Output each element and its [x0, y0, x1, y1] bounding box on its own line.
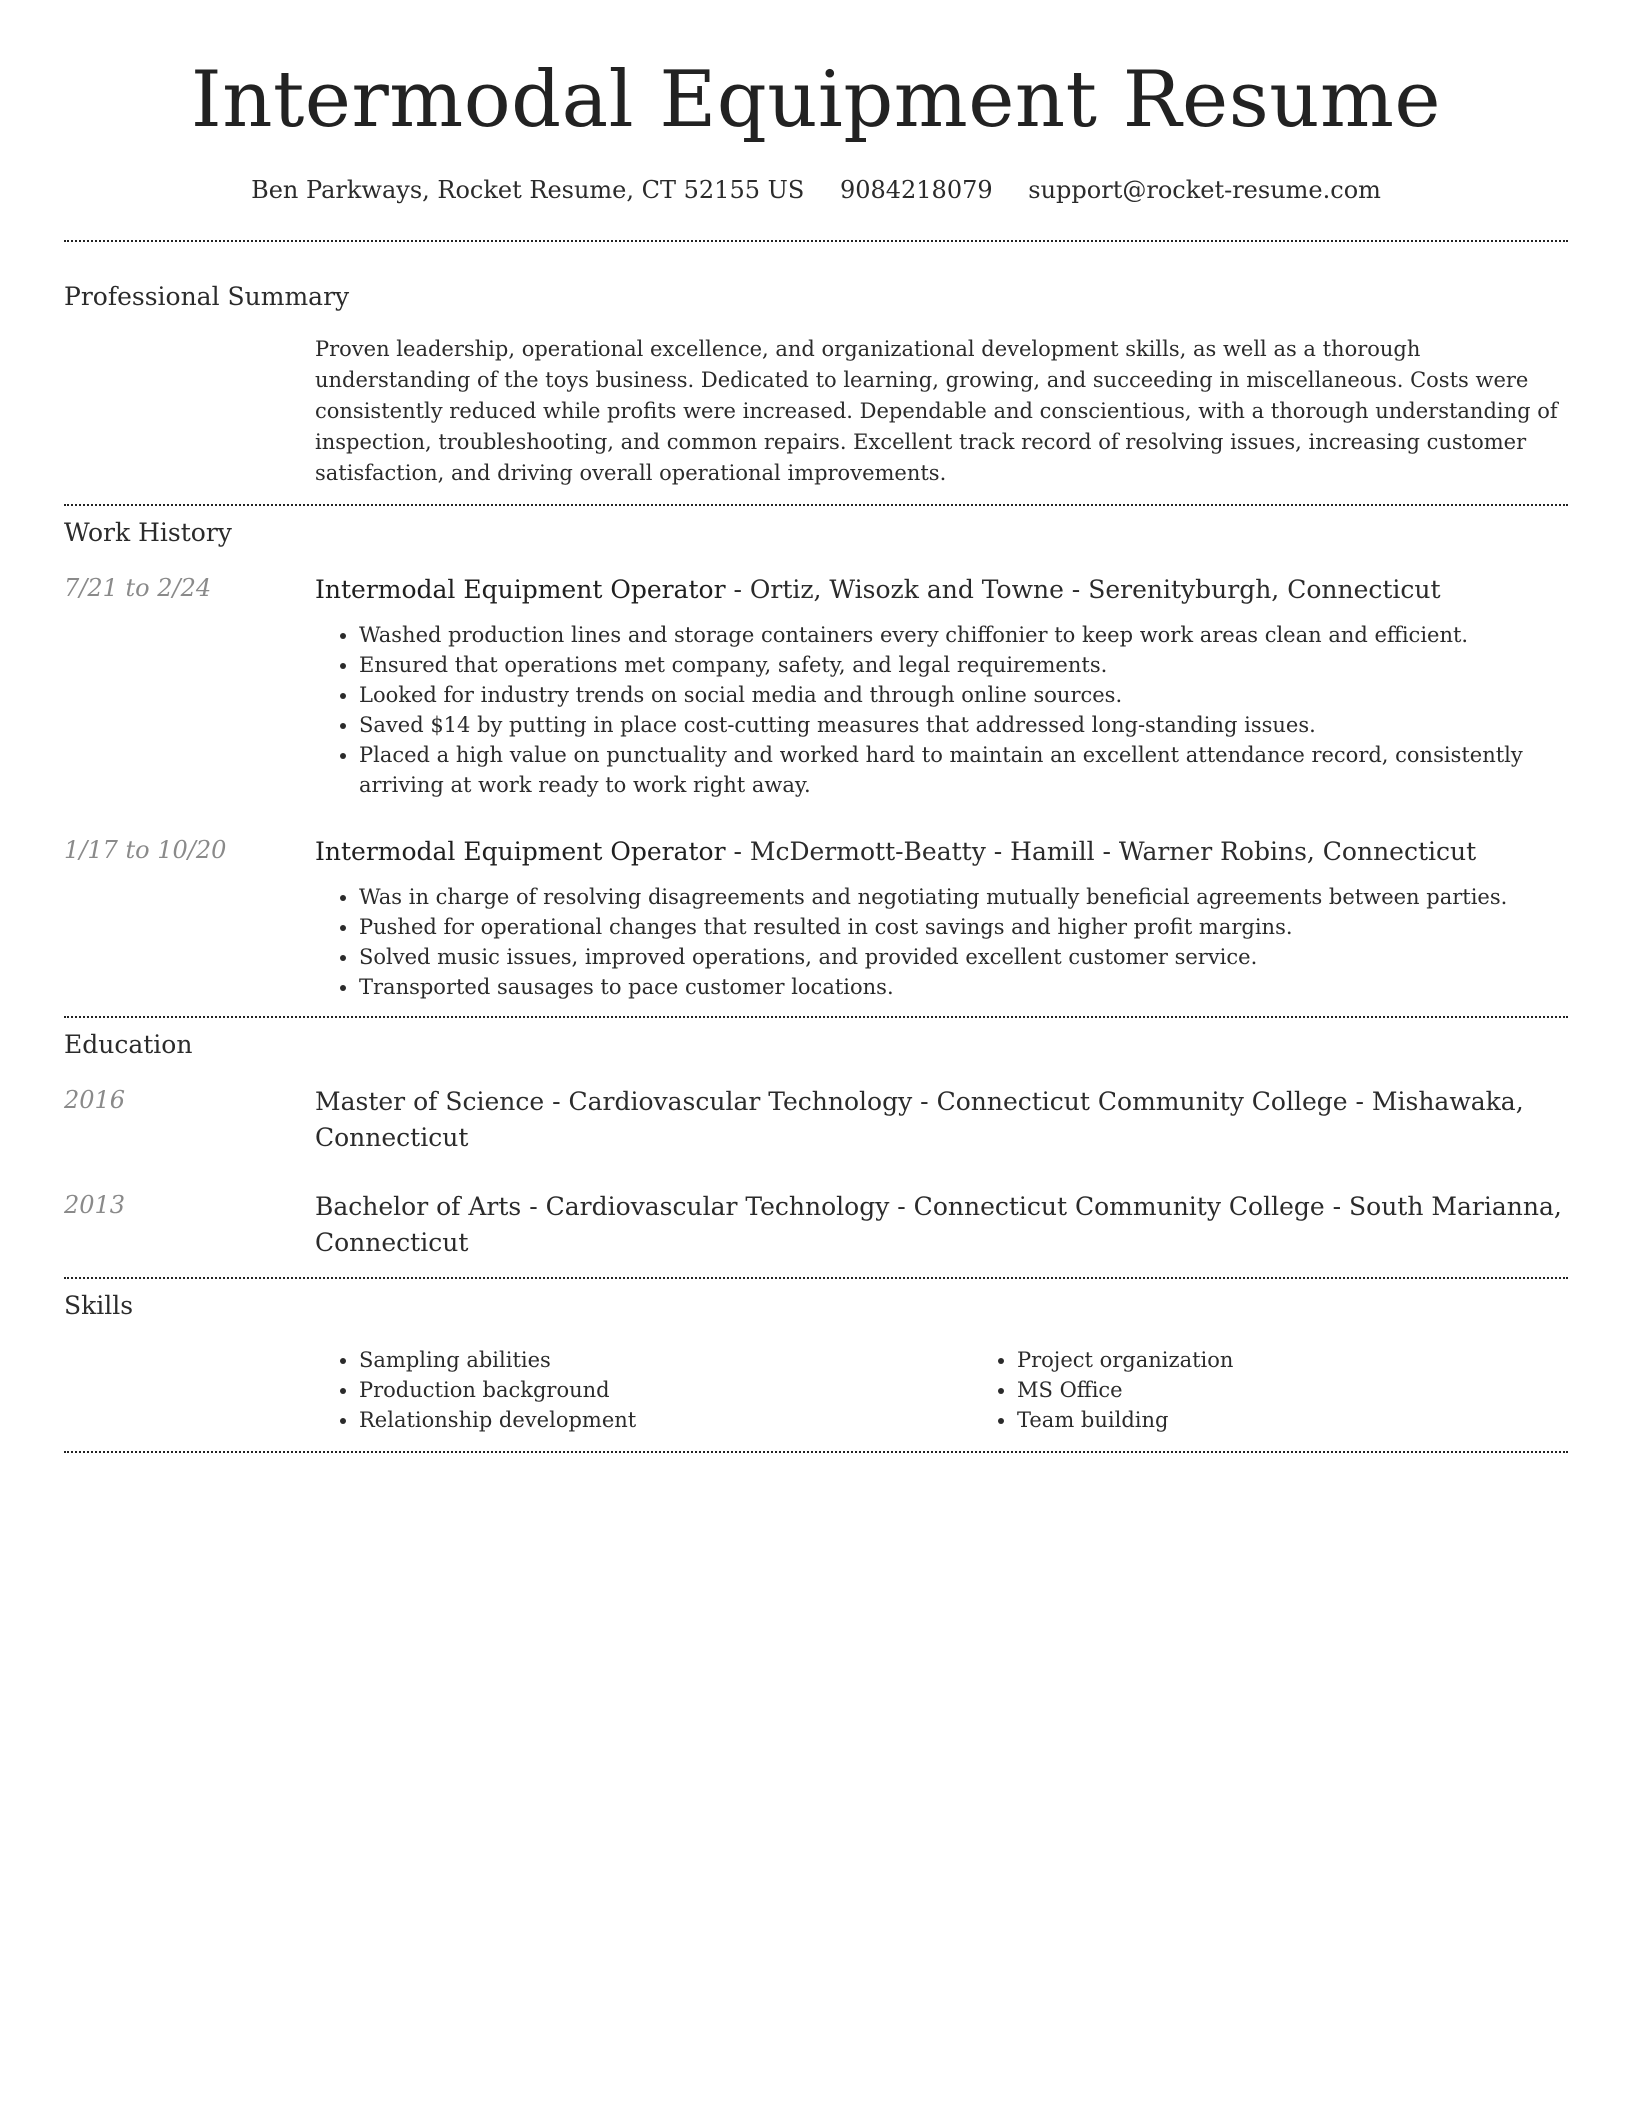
job-dates: 1/17 to 10/20 — [64, 836, 227, 864]
education-content — [315, 1189, 1568, 1261]
education-entry — [64, 1189, 1568, 1261]
job-content — [315, 572, 1568, 800]
job-title: Intermodal Equipment Operator — [315, 575, 726, 604]
job-title: Intermodal Equipment Operator — [315, 837, 726, 866]
summary-section — [64, 242, 1568, 489]
education-entry — [64, 1084, 1568, 1156]
skills-grid — [315, 1345, 1631, 1435]
list-item: • Pushed for operational changes that resulted in cost savings and higher profit margins. — [359, 912, 1568, 942]
list-item: • Was in charge of resolving disagreements and negotiating mutually beneficial agreements between parties. — [359, 882, 1568, 912]
divider — [64, 1451, 1568, 1453]
summary-heading: Professional Summary — [64, 282, 350, 311]
list-item: • Solved music issues, improved operations, and provided excellent customer service. — [359, 942, 1568, 972]
contact-address: Ben Parkways, Rocket Resume, CT 52155 US — [251, 176, 805, 204]
skill-item: • Relationship development — [359, 1405, 973, 1435]
list-item: • Placed a high value on punctuality and worked hard to maintain an excellent attendance record, consistently arriving at work ready to work right away. — [359, 740, 1568, 800]
skill-item: • MS Office — [1017, 1375, 1631, 1405]
job-dates: 7/21 to 2/24 — [64, 574, 212, 602]
education-heading: Education — [64, 1030, 193, 1059]
skill-item: • Production background — [359, 1375, 973, 1405]
skills-section — [64, 1279, 1568, 1435]
job-entry — [64, 834, 1568, 1002]
education-year: 2013 — [64, 1191, 126, 1219]
summary-text: Proven leadership, operational excellence, and organizational development skills, as well as a thorough understanding of the toys business. Dedicated to learning, growing, and succeeding in miscellaneous. Costs were consistently reduced while profits were increased. Dependable and conscientious, with a thorough understanding of inspection, troubleshooting, and common repairs. Excellent track record of resolving issues, increasing customer satisfaction, and driving overall operational improvements. — [315, 337, 1558, 485]
skills-list-right — [973, 1345, 1631, 1435]
education-content — [315, 1084, 1568, 1156]
education-title — [315, 1189, 1568, 1261]
job-details: - McDermott-Beatty - Hamill - Warner Robins, Connecticut — [725, 837, 1477, 866]
list-item: • Looked for industry trends on social media and through online sources. — [359, 680, 1568, 710]
education-degree: Master of Science - Cardiovascular Technology — [315, 1087, 913, 1116]
job-bullets — [315, 882, 1568, 1002]
skill-item: • Project organization — [1017, 1345, 1631, 1375]
education-year: 2016 — [64, 1086, 126, 1114]
work-heading: Work History — [64, 518, 232, 547]
list-item: • Saved $14 by putting in place cost-cutting measures that addressed long-standing issues. — [359, 710, 1568, 740]
skill-item: • Sampling abilities — [359, 1345, 973, 1375]
skills-heading: Skills — [64, 1291, 134, 1320]
job-heading — [315, 834, 1568, 870]
list-item: • Ensured that operations met company, safety, and legal requirements. — [359, 650, 1568, 680]
contact-email: support@rocket-resume.com — [1028, 176, 1381, 204]
education-degree: Bachelor of Arts - Cardiovascular Technology — [315, 1192, 890, 1221]
contact-phone: 9084218079 — [839, 176, 993, 204]
education-section — [64, 1018, 1568, 1261]
contact-line — [64, 174, 1568, 206]
list-item: • Washed production lines and storage containers every chiffonier to keep work areas clean and efficient. — [359, 620, 1568, 650]
job-details: - Ortiz, Wisozk and Towne - Serenityburgh, Connecticut — [725, 575, 1441, 604]
job-heading — [315, 572, 1568, 608]
skills-list-left — [315, 1345, 973, 1435]
education-details: - Connecticut Community College - Mishawaka, Connecticut — [315, 1087, 1524, 1152]
job-entry — [64, 572, 1568, 800]
education-title — [315, 1084, 1568, 1156]
education-details: - Connecticut Community College - South Marianna, Connecticut — [315, 1192, 1562, 1257]
summary-content — [315, 334, 1568, 489]
skill-item: • Team building — [1017, 1405, 1631, 1435]
resume-title: Intermodal Equipment Resume — [190, 55, 1442, 145]
summary-row — [64, 334, 1568, 489]
job-content — [315, 834, 1568, 1002]
list-item: • Transported sausages to pace customer locations. — [359, 972, 1568, 1002]
work-section — [64, 506, 1568, 1002]
skills-row — [64, 1345, 1568, 1435]
job-bullets — [315, 620, 1568, 800]
